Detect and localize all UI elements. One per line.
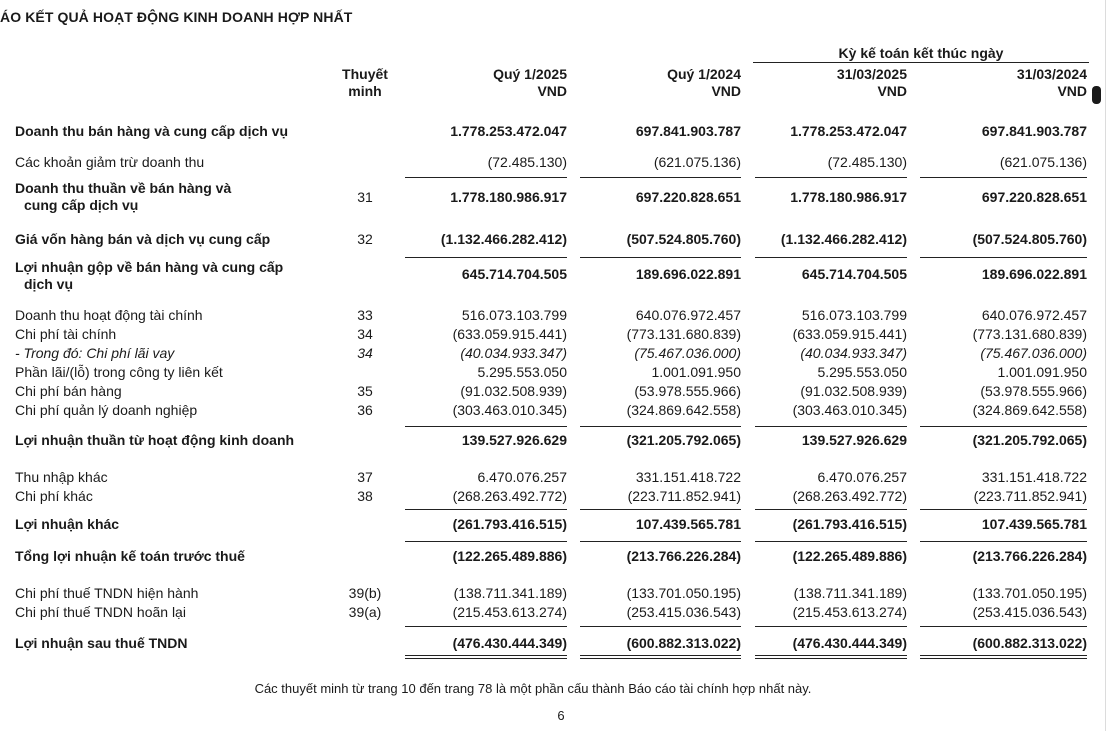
value-cell: (138.711.341.189) <box>793 585 907 601</box>
note-ref: 37 <box>357 469 373 485</box>
value-cell: 645.714.704.505 <box>801 266 907 282</box>
value-cell: 139.527.926.629 <box>801 432 907 448</box>
note-ref: 39(b) <box>348 585 382 601</box>
value-cell: (324.869.642.558) <box>972 402 1087 418</box>
subtotal-rule <box>755 177 907 178</box>
col-header-31-03-2025 <box>750 66 907 100</box>
note-ref: 35 <box>357 383 373 399</box>
value-cell: 107.439.565.781 <box>635 516 741 532</box>
note-ref: 31 <box>357 189 373 205</box>
subtotal-rule <box>580 509 741 510</box>
footnote: Các thuyết minh từ trang 10 đến trang 78 là một phần cấu thành Báo cáo tài chính hợp nhất này. <box>254 681 812 696</box>
value-cell: (1.132.466.282.412) <box>780 231 907 247</box>
value-cell: (53.978.555.966) <box>634 383 741 399</box>
value-cell: (213.766.226.284) <box>972 548 1087 564</box>
value-cell: 6.470.076.257 <box>477 469 567 485</box>
row-label: Phần lãi/(lỗ) trong công ty liên kết <box>15 364 223 380</box>
value-cell: (268.263.492.772) <box>452 488 567 504</box>
value-cell: (133.701.050.195) <box>626 585 741 601</box>
value-cell: (75.467.036.000) <box>634 345 741 361</box>
value-cell: (133.701.050.195) <box>972 585 1087 601</box>
value-cell: 189.696.022.891 <box>635 266 741 282</box>
subtotal-rule <box>405 426 567 427</box>
row-label-line2: dịch vụ <box>24 276 74 292</box>
row-label: Doanh thu bán hàng và cung cấp dịch vụ <box>15 123 289 139</box>
note-header <box>340 66 390 100</box>
value-cell: (600.882.313.022) <box>626 635 741 651</box>
value-cell: 1.001.091.950 <box>651 364 741 380</box>
row-label: Chi phí bán hàng <box>15 383 122 399</box>
row-label: Lợi nhuận khác <box>15 516 120 532</box>
row-label-line2: cung cấp dịch vụ <box>24 197 139 213</box>
value-cell: (600.882.313.022) <box>972 635 1087 651</box>
value-cell: (303.463.010.345) <box>452 402 567 418</box>
period-span-underline <box>753 62 1089 63</box>
total-double-rule <box>920 655 1087 659</box>
row-label: Chi phí thuế TNDN hiện hành <box>15 585 199 601</box>
value-cell: (40.034.933.347) <box>800 345 907 361</box>
row-label: Doanh thu hoạt động tài chính <box>15 307 203 323</box>
row-label <box>15 180 231 214</box>
total-double-rule <box>580 655 741 659</box>
value-cell: (91.032.508.939) <box>800 383 907 399</box>
note-ref: 36 <box>357 402 373 418</box>
value-cell: (223.711.852.941) <box>627 488 741 504</box>
note-ref: 33 <box>357 307 373 323</box>
value-cell: (40.034.933.347) <box>460 345 567 361</box>
value-cell: (213.766.226.284) <box>626 548 741 564</box>
value-cell: 139.527.926.629 <box>461 432 567 448</box>
subtotal-rule <box>405 626 567 627</box>
value-cell: 6.470.076.257 <box>817 469 907 485</box>
note-header-line2: minh <box>348 83 382 99</box>
subtotal-rule <box>920 509 1087 510</box>
value-cell: (72.485.130) <box>487 154 567 170</box>
subtotal-rule <box>580 541 741 542</box>
subtotal-rule <box>755 541 907 542</box>
value-cell: (72.485.130) <box>827 154 907 170</box>
period-span-header: Kỳ kế toán kết thúc ngày <box>838 45 1004 61</box>
value-cell: 331.151.418.722 <box>981 469 1087 485</box>
value-cell: 697.220.828.651 <box>981 189 1087 205</box>
value-cell: (215.453.613.274) <box>452 604 567 620</box>
value-cell: 5.295.553.050 <box>477 364 567 380</box>
row-label: Chi phí tài chính <box>15 326 117 342</box>
value-cell: 1.001.091.950 <box>997 364 1087 380</box>
subtotal-rule <box>405 177 567 178</box>
value-cell: 640.076.972.457 <box>635 307 741 323</box>
value-cell: (261.793.416.515) <box>452 516 567 532</box>
page-number: 6 <box>557 708 565 723</box>
value-cell: 516.073.103.799 <box>801 307 907 323</box>
note-ref: 32 <box>357 231 373 247</box>
value-cell: (1.132.466.282.412) <box>440 231 567 247</box>
col-header-unit: VND <box>877 83 907 99</box>
col-header-period: Quý 1/2024 <box>667 66 741 82</box>
subtotal-rule <box>920 257 1087 258</box>
value-cell: (476.430.444.349) <box>452 635 567 651</box>
value-cell: (75.467.036.000) <box>980 345 1087 361</box>
value-cell: (223.711.852.941) <box>973 488 1087 504</box>
total-double-rule <box>405 655 567 659</box>
col-header-31-03-2024 <box>915 66 1087 100</box>
note-header-line1: Thuyết <box>342 66 388 82</box>
value-cell: (773.131.680.839) <box>972 326 1087 342</box>
value-cell: 107.439.565.781 <box>981 516 1087 532</box>
note-ref: 38 <box>357 488 373 504</box>
value-cell: (253.415.036.543) <box>972 604 1087 620</box>
value-cell: 640.076.972.457 <box>981 307 1087 323</box>
row-label: Chi phí quản lý doanh nghiệp <box>15 402 198 418</box>
col-header-period: Quý 1/2025 <box>493 66 567 82</box>
value-cell: (303.463.010.345) <box>792 402 907 418</box>
page-title: ÁO KẾT QUẢ HOẠT ĐỘNG KINH DOANH HỢP NHẤT <box>0 9 353 25</box>
value-cell: 189.696.022.891 <box>981 266 1087 282</box>
subtotal-rule <box>580 626 741 627</box>
subtotal-rule <box>920 177 1087 178</box>
col-header-unit: VND <box>711 83 741 99</box>
note-ref: 34 <box>357 326 373 342</box>
col-header-q1-2025 <box>400 66 567 100</box>
row-label: Lợi nhuận thuần từ hoạt động kinh doanh <box>15 432 295 448</box>
value-cell: (507.524.805.760) <box>626 231 741 247</box>
subtotal-rule <box>405 541 567 542</box>
value-cell: 1.778.180.986.917 <box>450 189 567 205</box>
value-cell: (268.263.492.772) <box>792 488 907 504</box>
row-label: Chi phí thuế TNDN hoãn lại <box>15 604 186 620</box>
value-cell: (621.075.136) <box>653 154 741 170</box>
subtotal-rule <box>755 626 907 627</box>
subtotal-rule <box>755 257 907 258</box>
value-cell: 697.841.903.787 <box>981 123 1087 139</box>
subtotal-rule <box>920 426 1087 427</box>
value-cell: (53.978.555.966) <box>980 383 1087 399</box>
value-cell: (261.793.416.515) <box>792 516 907 532</box>
value-cell: (633.059.915.441) <box>452 326 567 342</box>
total-double-rule <box>755 655 907 659</box>
value-cell: (773.131.680.839) <box>626 326 741 342</box>
value-cell: (122.265.489.886) <box>452 548 567 564</box>
row-label: Các khoản giảm trừ doanh thu <box>15 154 205 170</box>
subtotal-rule <box>405 257 567 258</box>
value-cell: (621.075.136) <box>999 154 1087 170</box>
subtotal-rule <box>920 626 1087 627</box>
value-cell: (324.869.642.558) <box>626 402 741 418</box>
value-cell: (138.711.341.189) <box>453 585 567 601</box>
row-label-line1: Doanh thu thuần về bán hàng và <box>15 180 232 196</box>
value-cell: 697.841.903.787 <box>635 123 741 139</box>
row-label: Giá vốn hàng bán và dịch vụ cung cấp <box>15 231 271 247</box>
value-cell: 331.151.418.722 <box>635 469 741 485</box>
row-label: - Trong đó: Chi phí lãi vay <box>15 345 175 361</box>
col-header-period: 31/03/2024 <box>1016 66 1087 82</box>
value-cell: 1.778.180.986.917 <box>790 189 907 205</box>
value-cell: (321.205.792.065) <box>626 432 741 448</box>
subtotal-rule <box>580 177 741 178</box>
value-cell: (633.059.915.441) <box>792 326 907 342</box>
col-header-q1-2024 <box>575 66 741 100</box>
row-label: Tổng lợi nhuận kế toán trước thuế <box>15 548 245 564</box>
value-cell: (507.524.805.760) <box>972 231 1087 247</box>
value-cell: 516.073.103.799 <box>461 307 567 323</box>
subtotal-rule <box>580 426 741 427</box>
subtotal-rule <box>755 509 907 510</box>
note-ref: 39(a) <box>348 604 382 620</box>
row-label: Thu nhập khác <box>15 469 108 485</box>
scrollbar-thumb[interactable] <box>1092 86 1101 104</box>
col-header-unit: VND <box>1057 83 1087 99</box>
subtotal-rule <box>405 509 567 510</box>
value-cell: 645.714.704.505 <box>461 266 567 282</box>
value-cell: (253.415.036.543) <box>626 604 741 620</box>
value-cell: (321.205.792.065) <box>972 432 1087 448</box>
row-label: Lợi nhuận sau thuế TNDN <box>15 635 188 651</box>
value-cell: 1.778.253.472.047 <box>790 123 907 139</box>
row-label-line1: Lợi nhuận gộp về bán hàng và cung cấp <box>15 259 284 275</box>
note-ref: 34 <box>357 345 373 361</box>
subtotal-rule <box>755 426 907 427</box>
value-cell: (122.265.489.886) <box>792 548 907 564</box>
value-cell: (91.032.508.939) <box>460 383 567 399</box>
row-label <box>15 259 283 293</box>
value-cell: 5.295.553.050 <box>817 364 907 380</box>
col-header-unit: VND <box>537 83 567 99</box>
value-cell: 1.778.253.472.047 <box>450 123 567 139</box>
value-cell: (476.430.444.349) <box>792 635 907 651</box>
subtotal-rule <box>580 257 741 258</box>
subtotal-rule <box>920 541 1087 542</box>
row-label: Chi phí khác <box>15 488 93 504</box>
col-header-period: 31/03/2025 <box>836 66 907 82</box>
value-cell: 697.220.828.651 <box>635 189 741 205</box>
value-cell: (215.453.613.274) <box>792 604 907 620</box>
